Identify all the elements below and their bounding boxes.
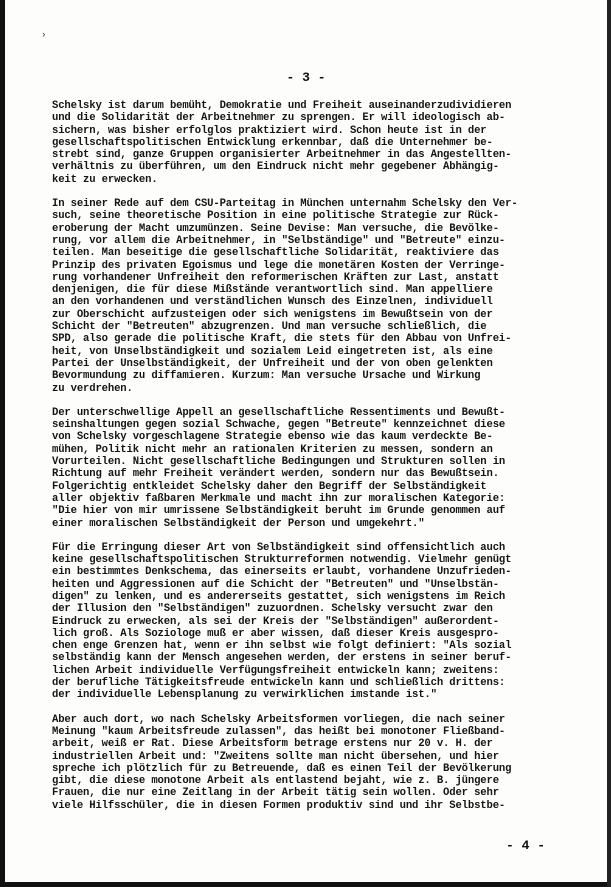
text-line: viele Hilfsschüler, die in diesen Formen produktiv sind und ihr Selbstbe- [52,799,506,812]
scan-border [5,882,607,887]
text-line: und die Solidarität der Arbeitnehmer zu sprengen. Er will ideologisch ab- [52,112,506,125]
corner-mark: › [41,30,47,40]
text-line: selbständig kann der Mensch angesehen werden, der erstens in seiner beruf- [52,652,512,665]
text-line: Der unterschwellige Appell an gesellschaftliche Ressentiments und Bewußt- [52,406,506,419]
text-line: Frauen, die nur eine Zeitlang in der Arbeit tätig sein wollen. Oder sehr [52,787,499,800]
text-line: heit, von Unselbständigkeit und sozialem Leid eingetreten ist, als eine [52,345,493,358]
text-line: an den vorhandenen und verständlichen Wunsch des Einzelnen, individuell [52,296,493,309]
text-line: rung vorhandener Unfreiheit den reformerischen Kräften zur Last, anstatt [52,271,499,284]
text-line: Meinung "kaum Arbeitsfreude zulassen", das heißt bei monotoner Fließband- [52,725,506,738]
text-line: rung, vor allem die Arbeitnehmer, in "Selbständige" und "Betreute" einzu- [52,234,506,247]
text-line: heiten und Aggressionen auf die Schicht der "Betreuten" und "Unselbstän- [52,578,499,591]
page-number: - 3 - [286,70,326,85]
text-line: such, seine theoretische Position in eine politische Strategie zur Rück- [52,210,499,223]
text-line: Partei der Unselbständigkeit, der Unfreiheit und der von oben gelenkten [52,357,493,370]
text-line: digen" zu lenken, und es andererseits gestattet, sich wenigstens im Reich [52,590,506,603]
text-line: Für die Erringung dieser Art von Selbständigkeit sind offensichtlich auch [52,541,506,554]
text-line: In seiner Rede auf dem CSU-Parteitag in München unternahm Schelsky den Ver- [52,198,518,211]
text-line: eroberung der Macht umzumünzen. Seine Devise: Man versuche, die Bevölke- [52,222,499,235]
text-line: zur Oberschicht aufzusteigen oder sich wenigstens im Bewußtsein von der [52,308,493,321]
text-line: Bevormundung zu diffamieren. Kurzum: Man versuche Ursache und Wirkung [52,370,481,383]
text-line: denjenigen, die für diese Mißstände verantwortlich sind. Man appelliere [52,284,493,297]
text-line: zu verdrehen. [52,382,133,395]
text-line: Vorurteilen. Nicht gesellschaftliche Bedingungen und Strukturen sollen in [52,456,506,469]
text-line: strebt sind, ganze Gruppen organisierter Arbeitnehmer in das Angestellten- [52,149,512,162]
text-line: keine gesellschaftspolitischen Strukturreformen notwendig. Vielmehr genügt [52,554,512,567]
text-line: mühen, Politik nicht mehr an rationalen Kriterien zu messen, sondern an [52,443,493,456]
text-line: industriellen Arbeit und: "Zweitens sollte man nicht übersehen, und hier [52,750,499,763]
document-body [52,100,580,824]
text-line: Schicht der "Betreuten" abzugrenzen. Und man versuche schließlich, die [52,321,487,334]
text-line: lich groß. Als Soziologe muß er aber wissen, daß dieser Kreis ausgespro- [52,627,499,640]
text-line: der berufliche Tätigkeitsfreude entwickeln kann und schließlich drittens: [52,677,506,690]
next-page-marker: - 4 - [505,838,545,853]
text-line: der Illusion den "Selbständigen" zuzuordnen. Schelsky versucht zwar den [52,603,493,616]
text-line: verhältnis zu überführen, um den Eindruck nicht mehr gegebener Abhängig- [52,161,499,174]
text-line: ein bestimmtes Denkschema, das einerseits erlaubt, vorhandene Unzufrieden- [52,566,512,579]
text-line: der individuelle Lebensplanung zu verwirklichen imstande ist." [52,689,437,702]
paragraph [52,407,580,530]
text-line: spreche ich plötzlich für zu Betreuende, daß es einen Teil der Bevölkerung [52,762,512,775]
paragraph [52,542,580,702]
text-line: "Die hier von mir umrissene Selbständigkeit beruht im Grunde genommen auf [52,505,506,518]
text-line: lichen Arbeit individuelle Verfügungsfreiheit entwickeln kann; zweitens: [52,664,499,677]
paragraph [52,100,580,186]
text-line: Richtung auf mehr Freiheit verändert werden, sondern nur das Bewußtsein. [52,468,499,481]
text-line: Prinzip des privaten Egoismus und lege die monetären Kosten der Verringe- [52,259,506,272]
text-line: gesellschaftspolitischen Entwicklung erkennbar, daß die Unternehmer be- [52,136,493,149]
text-line: seinshaltungen gegen sozial Schwache, gegen "Betreute" kennzeichnet diese [52,419,506,432]
text-line: SPD, also gerade die politische Kraft, die stets für den Abbau von Unfrei- [52,333,512,346]
text-line: arbeit, weiß er Rat. Diese Arbeitsform betrage erstens nur 20 v. H. der [52,738,493,751]
paragraph [52,714,580,812]
text-line: aller objektiv faßbaren Merkmale und macht ihn zur moralischen Kategorie: [52,492,506,505]
text-line: keit zu erwecken. [52,173,158,186]
text-line: Schelsky ist darum bemüht, Demokratie und Freiheit auseinanderzudividieren [52,100,512,112]
text-line: Aber auch dort, wo nach Schelsky Arbeitsformen vorliegen, die nach seiner [52,713,506,726]
text-line: Eindruck zu erwecken, als sei der Kreis der "Selbständigen" außerordent- [52,615,499,628]
text-line: einer moralischen Selbständigkeit der Person und umgekehrt." [52,517,425,530]
text-line: von Schelsky vorgeschlagene Strategie ebenso wie das kaum verdeckte Be- [52,431,493,444]
text-line: Folgerichtig entkleidet Schelsky daher den Begriff der Selbständigkeit [52,480,487,493]
text-line: sichern, was bisher erfolglos praktiziert wird. Schon heute ist in der [52,124,487,137]
text-line: gibt, die diese monotone Arbeit als entlastend bejaht, wie z. B. jüngere [52,775,499,788]
paragraph [52,198,580,395]
text-line: teilen. Man beseitige die gesellschaftliche Solidarität, reaktiviere das [52,247,499,260]
text-line: chen enge Grenzen hat, wenn er ihn selbst wie folgt definiert: "Als sozial [52,640,512,653]
